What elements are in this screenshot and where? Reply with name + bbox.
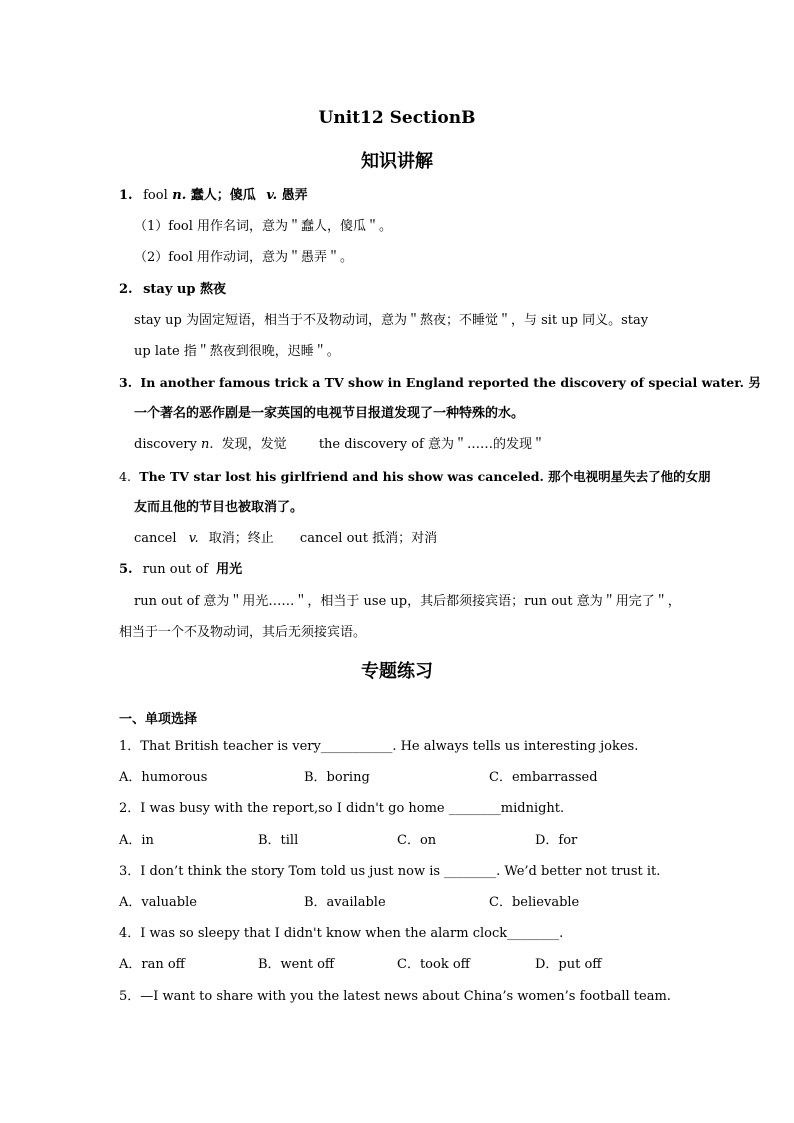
item-1-meaning-noun: 蠢人；傻瓜 [190,188,256,203]
item-4-sentence: The TV star lost his girlfriend and his show was canceled. 那个电视明星失去了他的女朋 [139,469,711,484]
item-5-number: 5. [119,562,133,577]
question-2-option-c[interactable]: C．on [397,833,437,848]
item-5-heading [119,561,242,579]
item-3-heading-line-2: 一个著名的恶作剧是一家英国的电视节目报道发现了一种特殊的水。 [134,406,525,421]
section-title-practice: 专题练习 [361,661,433,682]
item-1-number: 1. [119,188,133,203]
item-4-phrase: cancel out 抵消；对消 [299,531,438,546]
item-1-heading [119,187,308,205]
item-4-heading-line-2: 友而且他的节目也被取消了。 [134,500,304,515]
question-1-option-b[interactable]: B．boring [304,770,370,785]
item-3-heading-line-1 [119,374,761,392]
item-4-meaning: 取消；终止 [208,531,274,546]
question-2-option-d[interactable]: D．for [535,833,578,848]
item-3-word: discovery [134,437,197,452]
item-4-pos: v. [188,531,199,546]
document-title: Unit12 SectionB [318,108,476,128]
question-3-option-b[interactable]: B．available [304,895,386,910]
item-2-head: stay up 熬夜 [143,282,227,297]
item-5-head-cn: 用光 [216,562,243,577]
item-1-pos-noun: n. [172,188,187,203]
question-4-option-d[interactable]: D．put off [535,957,602,972]
question-4-option-b[interactable]: B．went off [258,957,335,972]
question-4-option-c[interactable]: C．took off [397,957,470,972]
section-title-knowledge: 知识讲解 [361,151,433,172]
item-5-line-1: run out of 意为＂用光……＂，相当于 use up，其后都须接宾语；run out 意为＂用完了＂， [134,594,681,609]
item-3-pos: n. [201,437,214,452]
question-2-stem: 2．I was busy with the report,so I didn't go home ________midnight. [119,801,565,816]
item-4-note [134,530,437,548]
question-1-option-c[interactable]: C．embarrassed [489,770,598,785]
question-1-option-a[interactable]: A．humorous [119,770,208,785]
item-1-word: fool [143,188,168,203]
item-2-line-1: stay up 为固定短语，相当于不及物动词，意为＂熬夜；不睡觉＂，与 sit up 同义。stay [134,313,649,328]
item-5-line-2: 相当于一个不及物动词，其后无须接宾语。 [119,625,367,640]
item-5-head: run out of [142,562,209,577]
item-2-line-2: up late 指＂熬夜到很晚，迟睡＂。 [134,344,340,359]
item-1-meaning-verb: 愚弄 [281,188,308,203]
item-3-phrase: the discovery of 意为＂……的发现＂ [318,437,545,452]
question-5-stem: 5．—I want to share with you the latest news about China’s women’s football team. [119,989,671,1004]
item-3-number: 3. [119,375,133,390]
item-2-number: 2. [119,282,133,297]
item-4-heading-line-1 [119,468,711,486]
item-4-word: cancel [134,531,177,546]
question-3-stem: 3．I don’t think the story Tom told us just now is ________. We’d better not trust it. [119,864,661,879]
item-1-pos-verb: v. [266,188,278,203]
question-2-option-b[interactable]: B．till [258,833,299,848]
question-3-option-c[interactable]: C．believable [489,895,580,910]
item-2-heading [119,281,226,299]
part-1-title: 一、单项选择 [119,712,198,727]
item-1-sub-1: （1）fool 用作名词，意为＂蠢人，傻瓜＂。 [134,219,393,234]
item-1-sub-2: （2）fool 用作动词，意为＂愚弄＂。 [134,250,354,265]
item-3-meaning: 发现，发觉 [221,437,287,452]
question-2-option-a[interactable]: A．in [119,833,154,848]
item-3-sentence: In another famous trick a TV show in England reported the discovery of special water. 另 [140,375,761,390]
question-3-option-a[interactable]: A．valuable [119,895,197,910]
question-1-stem: 1．That British teacher is very___________. He always tells us interesting jokes. [119,739,639,754]
item-3-note [134,436,545,454]
item-4-number: 4. [119,469,131,484]
question-4-option-a[interactable]: A．ran off [119,957,185,972]
question-4-stem: 4．I was so sleepy that I didn't know when the alarm clock________. [119,926,564,941]
